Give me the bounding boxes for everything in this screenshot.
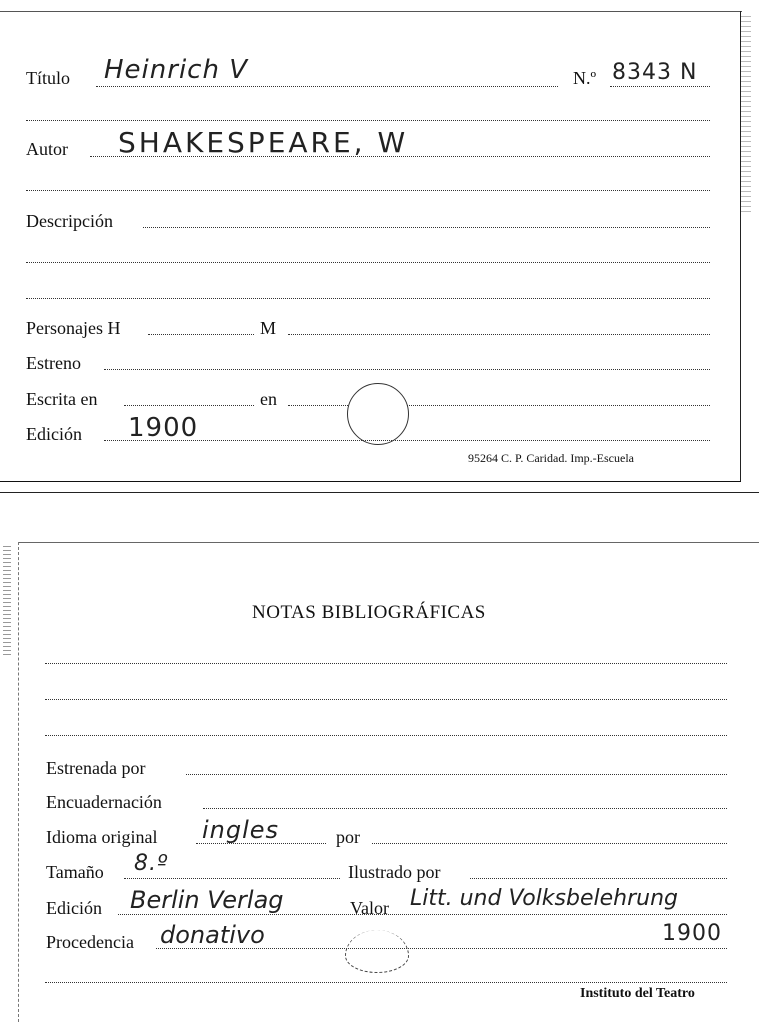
encuadernacion-line	[203, 808, 727, 809]
idioma-por-label: por	[336, 827, 360, 847]
card1-bottom-border	[0, 481, 741, 482]
notas-heading: NOTAS BIBLIOGRÁFICAS	[252, 602, 486, 623]
estreno-label: Estreno	[26, 353, 81, 373]
idioma-por-line	[372, 843, 727, 844]
sheet-divider	[0, 492, 759, 493]
ilustrado-line	[470, 878, 727, 879]
titulo-value: Heinrich V	[104, 55, 248, 85]
edicion2-line	[118, 914, 727, 915]
idioma-value: ingles	[202, 816, 280, 844]
personajes-m-line	[288, 334, 710, 335]
personajes-h-line	[148, 334, 254, 335]
procedencia-value: donativo	[160, 921, 265, 949]
autor-value: SHAKESPEARE, W	[118, 126, 409, 159]
escrita-line	[124, 405, 254, 406]
notas-line-1	[45, 663, 727, 664]
valor-value: Litt. und Volksbelehrung	[410, 886, 678, 911]
idioma-label: Idioma original	[46, 827, 158, 847]
titulo-extra-line	[26, 120, 710, 121]
autor-extra-line	[26, 190, 710, 191]
valor-label: Valor	[350, 898, 389, 918]
card2-left-border	[18, 542, 19, 1022]
edicion-label: Edición	[26, 424, 82, 444]
descripcion-line-2	[26, 262, 710, 263]
ilustrado-label: Ilustrado por	[348, 862, 441, 882]
descripcion-line-3	[26, 298, 710, 299]
estrenada-line	[186, 774, 727, 775]
encuadernacion-label: Encuadernación	[46, 792, 162, 812]
titulo-line	[96, 86, 558, 87]
punch-hole-2	[345, 930, 409, 973]
procedencia-year: 1900	[662, 921, 722, 946]
edicion-line	[104, 440, 710, 441]
tamano-label: Tamaño	[46, 862, 104, 882]
estreno-line	[104, 369, 710, 370]
institution-imprint: Instituto del Teatro	[580, 986, 695, 1001]
card1-top-border	[0, 11, 742, 12]
edicion2-value: Berlin Verlag	[130, 886, 284, 914]
procedencia-line	[156, 948, 727, 949]
punch-hole	[347, 383, 409, 445]
notas-line-3	[45, 735, 727, 736]
edge-speck	[3, 545, 11, 655]
numero-label: N.º	[573, 68, 597, 88]
tamano-line	[124, 878, 340, 879]
estrenada-label: Estrenada por	[46, 758, 146, 778]
procedencia-label: Procedencia	[46, 932, 134, 952]
printer-imprint: 95264 C. P. Caridad. Imp.-Escuela	[468, 451, 634, 465]
descripcion-line	[143, 227, 710, 228]
numero-value: 8343 N	[612, 60, 698, 85]
escrita-en-label: en	[260, 389, 277, 409]
edge-speck	[741, 12, 751, 212]
tamano-value: 8.º	[134, 851, 169, 876]
personajes-m-label: M	[260, 318, 277, 338]
autor-line	[90, 156, 710, 157]
notas-line-2	[45, 699, 727, 700]
card2-top-border	[18, 542, 759, 543]
escrita-label: Escrita en	[26, 389, 98, 409]
personajes-label: Personajes H	[26, 318, 121, 338]
idioma-line	[196, 843, 326, 844]
autor-label: Autor	[26, 139, 68, 159]
numero-line	[610, 86, 710, 87]
edicion2-label: Edición	[46, 898, 102, 918]
edicion-value: 1900	[128, 413, 199, 443]
titulo-label: Título	[26, 68, 70, 88]
notas-bottom-line	[45, 982, 727, 983]
descripcion-label: Descripción	[26, 211, 113, 231]
